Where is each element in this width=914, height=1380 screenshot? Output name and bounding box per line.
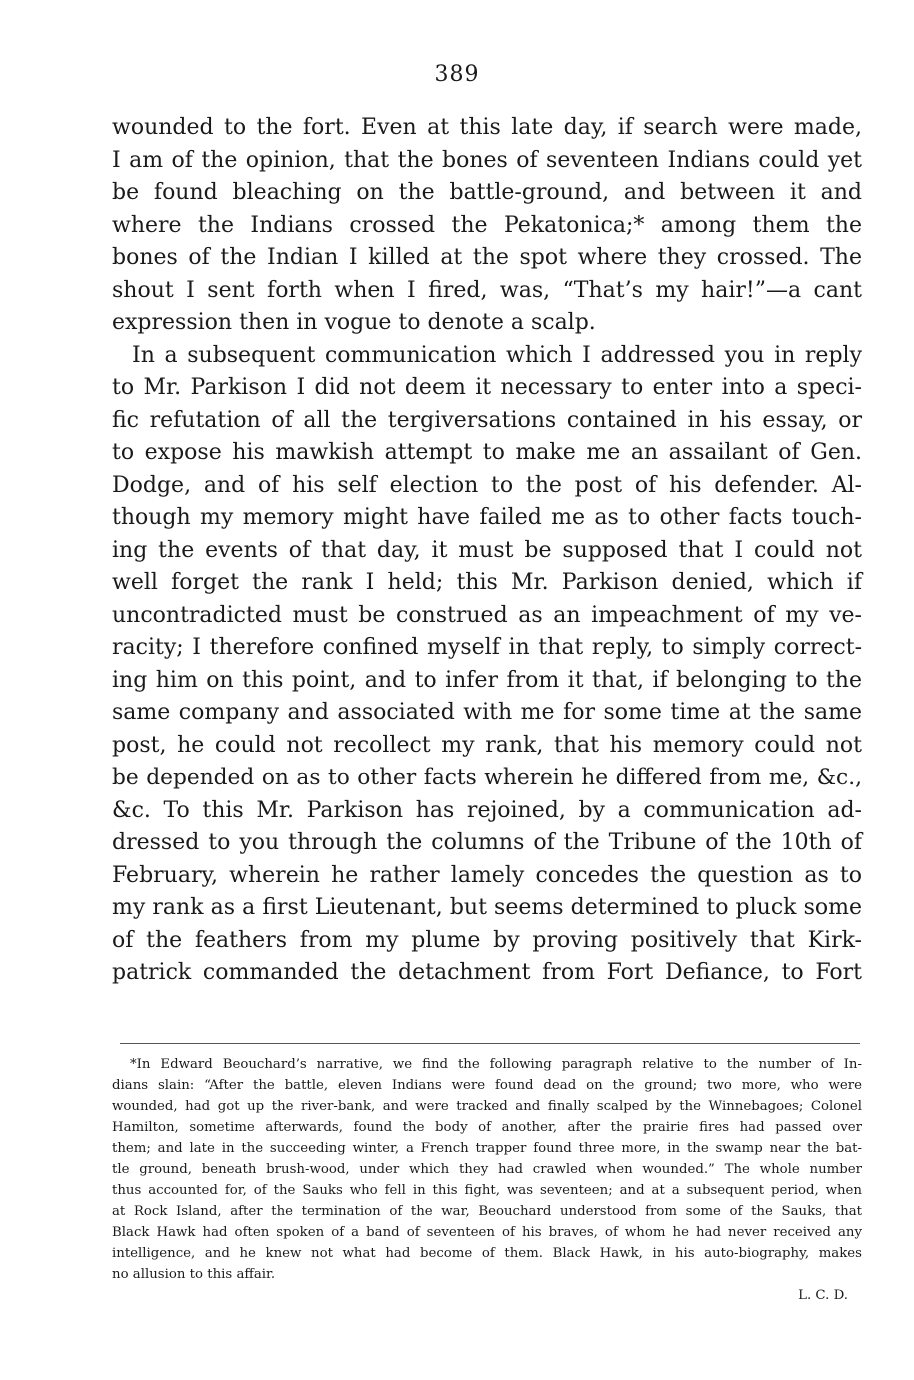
footnote-line: thus accounted for, of the Sauks who fell in this fight, was seventeen; and at a subsequent period, when (112, 1183, 862, 1198)
text-line: fic refutation of all the tergiversations contained in his essay, or (112, 407, 862, 433)
footnote-line: Hamilton, sometime afterwards, found the body of another, after the prairie fires had passed over (112, 1120, 862, 1135)
text-line: to expose his mawkish attempt to make me an assailant of Gen. (112, 440, 862, 465)
text-line: ing him on this point, and to infer from it that, if belonging to the (112, 667, 862, 693)
text-line: shout I sent forth when I fired, was, “That’s my hair!”—a cant (112, 277, 862, 303)
text-line: I am of the opinion, that the bones of seventeen Indians could yet (112, 147, 862, 173)
text-line: ing the events of that day, it must be supposed that I could not (112, 537, 862, 563)
page-number: 389 (434, 62, 480, 87)
text-line: &c. To this Mr. Parkison has rejoined, by a communication ad- (112, 797, 862, 823)
text-line: to Mr. Parkison I did not deem it necessary to enter into a speci- (112, 375, 862, 400)
text-line: well forget the rank I held; this Mr. Parkison denied, which if (112, 570, 862, 595)
footnote-line: intelligence, and he knew not what had become of them. Black Hawk, in his auto-biography, makes (112, 1246, 862, 1261)
footnote-line: them; and late in the succeeding winter, a French trapper found three more, in the swamp near the bat- (112, 1141, 862, 1156)
text-line: of the feathers from my plume by proving positively that Kirk- (112, 927, 862, 953)
text-line: In a subsequent communication which I addressed you in reply (132, 342, 862, 368)
text-line: my rank as a first Lieutenant, but seems determined to pluck some (112, 895, 862, 920)
main-text (112, 112, 862, 990)
footnote-line: at Rock Island, after the termination of the war, Beouchard understood from some of the Sauks, that (112, 1204, 862, 1219)
text-line: bones of the Indian I killed at the spot where they crossed. The (112, 245, 862, 270)
footnote-signature: L. C. D. (798, 1288, 848, 1303)
text-line: be found bleaching on the battle-ground, and between it and (112, 180, 862, 205)
text-line: uncontradicted must be construed as an impeachment of my ve- (112, 602, 862, 628)
text-line: be depended on as to other facts wherein he differed from me, &c., (112, 765, 862, 790)
text-line: Dodge, and of his self election to the post of his defender. Al- (112, 472, 862, 498)
text-line: dressed to you through the columns of the Tribune of the 10th of (112, 830, 862, 855)
footnote-line: dians slain: “After the battle, eleven Indians were found dead on the ground; two more, who were (112, 1078, 862, 1093)
text-line: wounded to the fort. Even at this late day, if search were made, (112, 115, 862, 140)
text-line: where the Indians crossed the Pekatonica;* among them the (112, 212, 862, 238)
footnote-line: wounded, had got up the river-bank, and were tracked and finally scalped by the Winnebagoes; Colonel (112, 1099, 862, 1114)
text-line: same company and associated with me for some time at the same (112, 700, 862, 725)
footnote (112, 1054, 862, 1306)
footnote-line: tle ground, beneath brush-wood, under which they had crawled when wounded.” The whole number (112, 1162, 862, 1177)
footnote-line: Black Hawk had often spoken of a band of seventeen of his braves, of whom he had never received any (112, 1225, 862, 1240)
text-line: though my memory might have failed me as to other facts touch- (112, 505, 862, 530)
text-line: post, he could not recollect my rank, that his memory could not (112, 732, 862, 758)
footnote-line: *In Edward Beouchard’s narrative, we find the following paragraph relative to the number of In- (130, 1057, 862, 1072)
text-line: racity; I therefore confined myself in that reply, to simply correct- (112, 635, 862, 660)
text-line: patrick commanded the detachment from Fort Defiance, to Fort (112, 960, 862, 985)
footnote-divider (120, 1043, 860, 1044)
text-line: expression then in vogue to denote a scalp. (112, 310, 596, 335)
footnote-line: no allusion to this affair. (112, 1267, 276, 1282)
text-line: February, wherein he rather lamely concedes the question as to (112, 862, 862, 888)
